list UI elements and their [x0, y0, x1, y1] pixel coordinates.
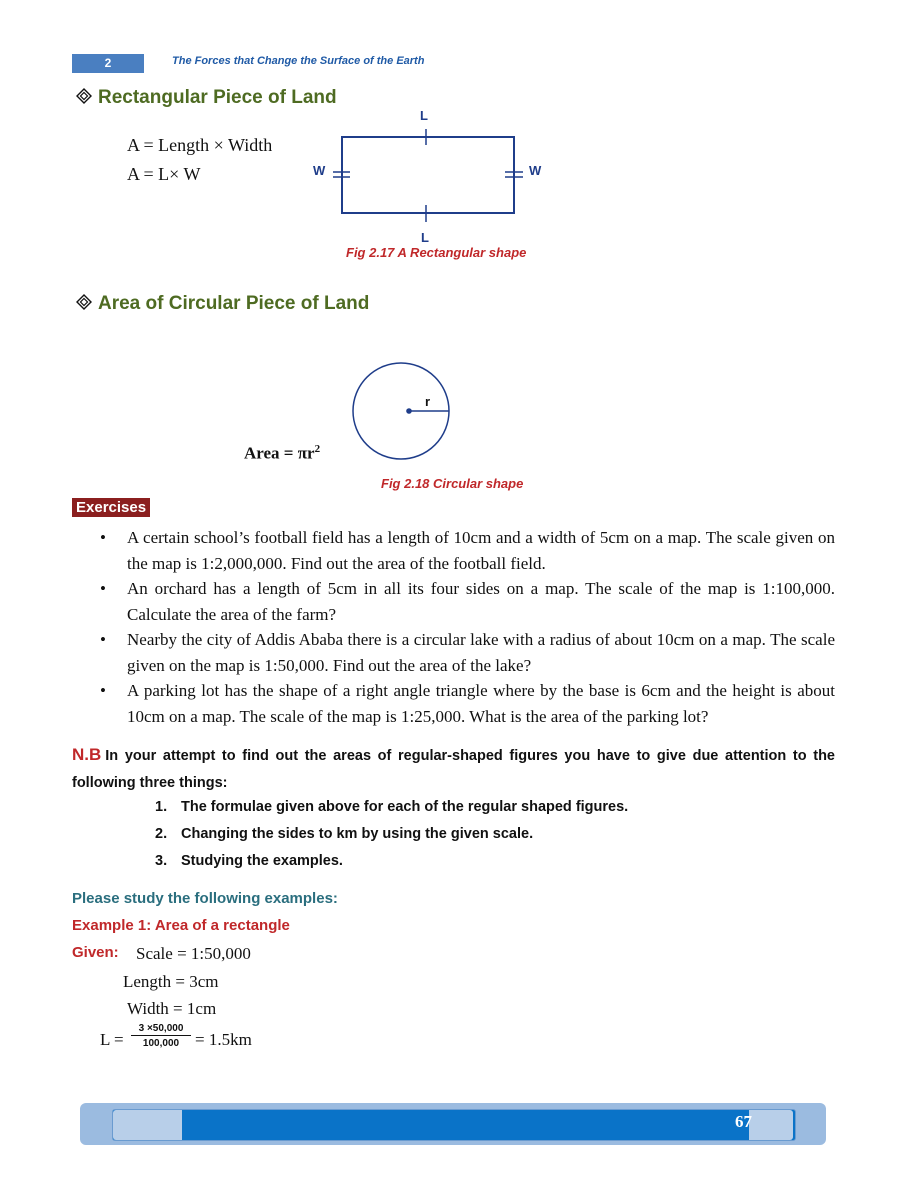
diamond-bullet-icon	[76, 87, 92, 109]
rectangle-formula-short: A = L× W	[127, 164, 201, 184]
exercise-item: • An orchard has a length of 5cm in all its four sides on a map. The scale of the map is 1:100,000. Calculate the area of the farm?	[100, 579, 835, 624]
nb-text: In your attempt to find out the areas of regular-shaped figures you have to give due attention to the following three things:	[72, 748, 835, 791]
section-heading-text: Area of Circular Piece of Land	[98, 293, 370, 314]
nb-step: 2. Changing the sides to km by using the given scale.	[155, 826, 534, 842]
example-1-title: Example 1: Area of a rectangle	[72, 917, 290, 934]
fig-2-17-caption: Fig 2.17 A Rectangular shape	[346, 245, 527, 260]
l-fraction	[131, 1023, 191, 1049]
nb-label: N.B	[72, 745, 102, 764]
l-equation-result: = 1.5km	[195, 1030, 252, 1049]
nb-note	[72, 741, 835, 797]
circle-formula-exponent: 2	[314, 443, 321, 455]
exercises-label: Exercises	[72, 498, 150, 517]
circle-figure	[345, 355, 465, 475]
nb-steps-list	[155, 794, 628, 875]
rect-label-bottom: L	[421, 230, 429, 245]
circle-area-formula	[244, 443, 320, 464]
center-point	[406, 408, 412, 414]
exercise-item: • Nearby the city of Addis Ababa there is a circular lake with a radius of about 10cm on a map. The scale given on the map is 1:50,000. Find out the area of the lake?	[100, 630, 835, 675]
given-label: Given:	[72, 944, 119, 961]
exercise-item: • A certain school’s football field has a length of 10cm and a width of 5cm on a map. The scale given on the map is 1:2,000,000. Find out the area of the football field.	[100, 528, 835, 573]
given-width: Width = 1cm	[127, 999, 217, 1018]
page-number: 67	[735, 1112, 752, 1131]
rectangle-formula-full: A = Length × Width	[127, 135, 273, 155]
section-heading-rectangle	[76, 87, 337, 109]
diamond-bullet-icon	[76, 293, 92, 315]
l-equation-prefix: L =	[100, 1030, 124, 1049]
radius-label: r	[425, 394, 431, 409]
circle-formula-text: Area = πr	[244, 443, 315, 463]
footer-right-accent	[749, 1110, 793, 1140]
section-heading-circle	[76, 293, 369, 315]
section-heading-text: Rectangular Piece of Land	[98, 87, 337, 108]
rect-label-top: L	[420, 108, 428, 123]
chapter-number-badge: 2	[72, 54, 144, 73]
nb-step: 3. Studying the examples.	[155, 853, 343, 869]
rectangle-shape	[342, 137, 514, 213]
given-length: Length = 3cm	[123, 972, 219, 991]
rect-label-left: W	[313, 163, 326, 178]
rectangle-figure	[300, 105, 560, 245]
exercise-item: • A parking lot has the shape of a right angle triangle where by the base is 6cm and the height is about 10cm on a map. The scale of the map is 1:25,000. What is the area of the parking lot?	[100, 681, 835, 726]
footer-left-accent	[113, 1110, 182, 1140]
exercise-list	[100, 525, 835, 729]
nb-step: 1. The formulae given above for each of the regular shaped figures.	[155, 799, 629, 815]
footer-inner-band	[112, 1109, 796, 1141]
rect-label-right: W	[529, 163, 542, 178]
examples-intro: Please study the following examples:	[72, 890, 338, 907]
fraction-denominator: 100,000	[142, 1038, 180, 1049]
fraction-numerator: 3 ×50,000	[131, 1023, 191, 1036]
chapter-title: The Forces that Change the Surface of the Earth	[172, 55, 425, 67]
given-scale: Scale = 1:50,000	[136, 944, 251, 963]
fig-2-18-caption: Fig 2.18 Circular shape	[381, 476, 524, 491]
